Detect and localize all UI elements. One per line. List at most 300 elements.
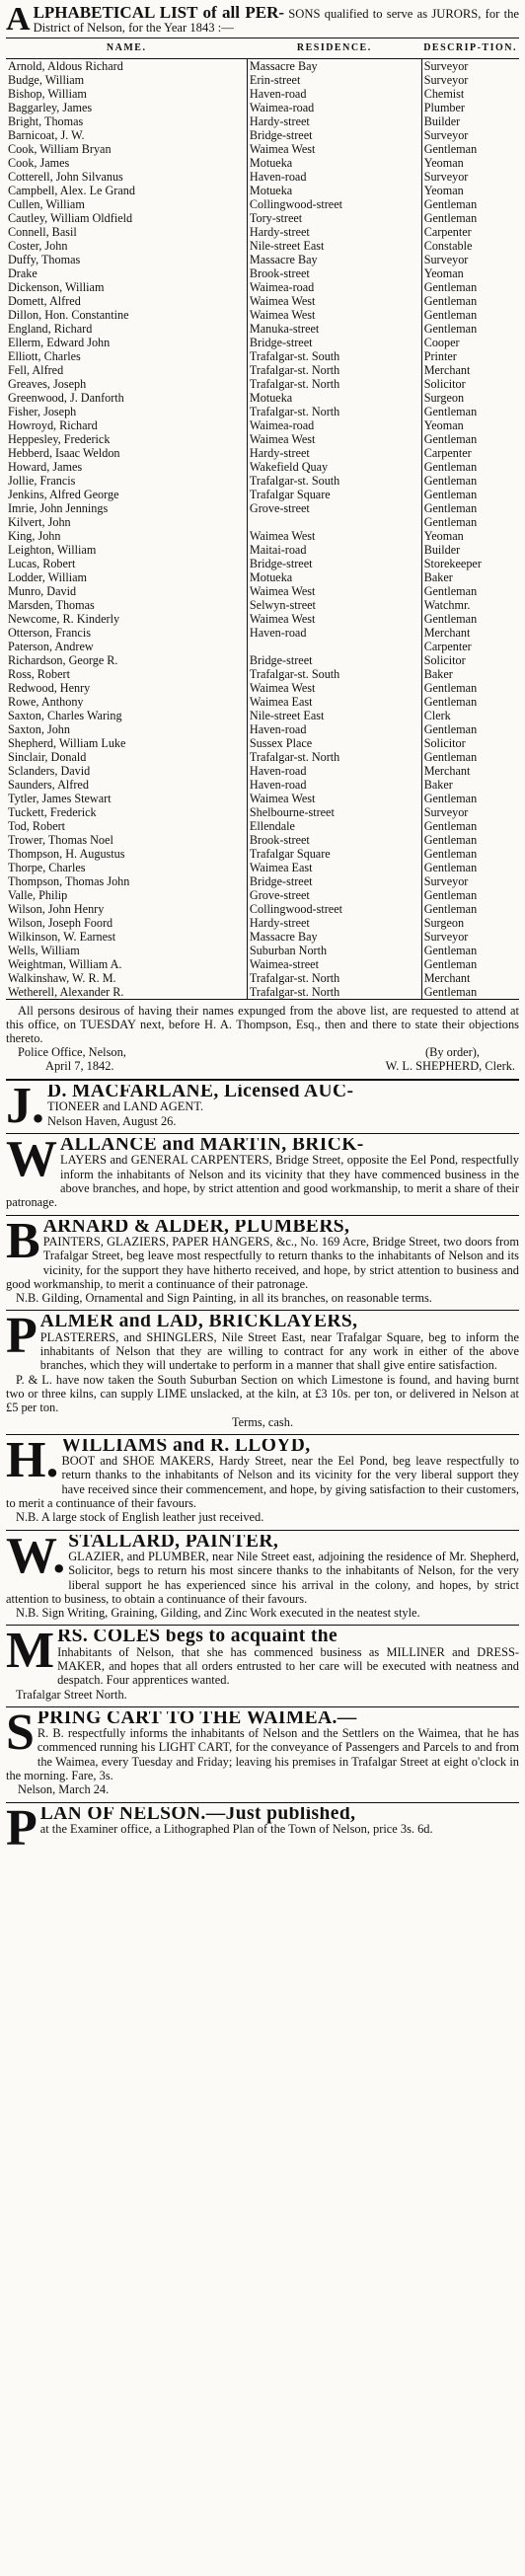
juror-name: Tuckett, Frederick — [8, 805, 97, 819]
juror-residence: Maitai-road — [247, 543, 421, 557]
ad-divider — [6, 1310, 519, 1311]
juror-description: Yeoman — [423, 184, 464, 197]
ad-body-paragraph: BOOT and SHOE MAKERS, Hardy Street, near the Eel Pond, beg leave respectfully to return thanks to the inhabitants of Nelson and its vicinity for the very liberal support they have received since their commencement, and hope, by giving satisfaction to their customers, to merit a continuance of their favours. — [6, 1454, 519, 1511]
juror-description: Gentleman — [423, 584, 478, 598]
juror-row — [6, 819, 519, 833]
notice-office-row — [6, 1045, 519, 1059]
jurors-table — [6, 38, 519, 1000]
juror-residence: Nile-street East — [247, 709, 421, 722]
juror-name: Kilvert, John — [8, 515, 71, 529]
juror-residence: Brook-street — [247, 266, 421, 280]
jurors-heading-title: LPHABETICAL LIST of all PER- — [33, 3, 285, 22]
juror-description: Merchant — [423, 626, 471, 640]
juror-name: Thompson, Thomas John — [8, 874, 130, 888]
juror-name: Thorpe, Charles — [8, 861, 86, 874]
juror-residence: Grove-street — [247, 501, 421, 515]
juror-residence: Selwyn-street — [247, 598, 421, 612]
ad-footer: Nelson Haven, August 26. — [47, 1113, 177, 1128]
ad-body-paragraph: LAYERS and GENERAL CARPENTERS, Bridge Street, opposite the Eel Pond, respectfully inform the inhabitants of Nelson and its vicinity that they have commenced business in the above branches, and hope, by strict attention and good workmanship, to merit a share of their patronage. — [6, 1153, 519, 1210]
jurors-table-body — [6, 59, 519, 1000]
juror-name: Cautley, William Oldfield — [8, 211, 133, 225]
juror-name: Dillon, Hon. Constantine — [8, 308, 129, 322]
juror-residence: Nile-street East — [247, 239, 421, 253]
juror-description: Gentleman — [423, 501, 478, 515]
juror-name: Budge, William — [8, 73, 85, 87]
juror-residence: Waimea-street — [247, 957, 421, 971]
ad-heading: ARNARD & ALDER, PLUMBERS, — [42, 1219, 350, 1237]
ad-body-paragraph: PLASTERERS, and SHINGLERS, Nile Street East, near Trafalgar Square, beg to inform the inhabitants of Nelson that they are willing to contract for any work in either of the above branches, which they will undertake to perform in a manner that shall give entire satisfaction. — [39, 1329, 519, 1373]
ad-divider — [6, 1133, 519, 1134]
juror-name: Trower, Thomas Noel — [8, 833, 113, 847]
ad-drop-cap: H. — [6, 1438, 59, 1488]
juror-row — [6, 405, 519, 418]
juror-description: Gentleman — [423, 488, 478, 501]
juror-residence: Trafalgar Square — [247, 488, 421, 501]
juror-description: Gentleman — [423, 792, 478, 805]
ad-drop-cap: P — [6, 1806, 38, 1851]
juror-description: Yeoman — [423, 529, 464, 543]
juror-name: Cook, James — [8, 156, 70, 170]
juror-name: Sinclair, Donald — [8, 750, 87, 764]
juror-description: Gentleman — [423, 515, 478, 529]
juror-row — [6, 944, 519, 957]
juror-residence: Waimea West — [247, 584, 421, 598]
juror-name: Elliott, Charles — [8, 349, 81, 363]
juror-residence: Motueka — [247, 391, 421, 405]
ad-divider — [6, 1215, 519, 1216]
juror-row — [6, 322, 519, 336]
juror-description: Gentleman — [423, 681, 478, 695]
advertisement — [6, 1220, 519, 1306]
juror-description: Yeoman — [423, 266, 464, 280]
juror-residence: Waimea-road — [247, 418, 421, 432]
juror-residence: Haven-road — [247, 626, 421, 640]
juror-row — [6, 529, 519, 543]
notice-signature: W. L. SHEPHERD, Clerk. — [385, 1059, 515, 1073]
juror-residence: Shelbourne-street — [247, 805, 421, 819]
juror-row — [6, 861, 519, 874]
juror-residence: Waimea West — [247, 792, 421, 805]
juror-residence: Massacre Bay — [247, 59, 421, 74]
ad-body-paragraph: Inhabitants of Nelson, that she has commenced business as MILLINER and DRESS-MAKER, and hopes that all orders entrusted to her care will be executed with neatness and despatch. Four apprentices wanted. — [57, 1644, 519, 1688]
juror-description: Gentleman — [423, 861, 478, 874]
juror-residence: Massacre Bay — [247, 930, 421, 944]
juror-description: Gentleman — [423, 902, 478, 916]
juror-description: Constable — [423, 239, 473, 253]
juror-residence: Waimea West — [247, 308, 421, 322]
ad-heading: WILLIAMS and R. LLOYD, — [61, 1438, 311, 1456]
juror-row — [6, 667, 519, 681]
juror-row — [6, 847, 519, 861]
juror-name: Campbell, Alex. Le Grand — [8, 184, 135, 197]
ad-divider — [6, 1530, 519, 1531]
ad-divider — [6, 1625, 519, 1626]
juror-name: Lucas, Robert — [8, 557, 76, 570]
juror-name: Greenwood, J. Danforth — [8, 391, 124, 405]
juror-description: Carpenter — [423, 446, 472, 460]
juror-description: Gentleman — [423, 432, 478, 446]
juror-description: Watchmr. — [423, 598, 471, 612]
ad-body-paragraph: at the Examiner office, a Lithographed Plan of the Town of Nelson, price 3s. 6d. — [39, 1821, 433, 1836]
juror-row — [6, 626, 519, 640]
juror-name: Lodder, William — [8, 570, 88, 584]
juror-residence: Trafalgar-st. South — [247, 667, 421, 681]
juror-name: Rowe, Anthony — [8, 695, 84, 709]
advertisement — [6, 1085, 519, 1128]
juror-name: Arnold, Aldous Richard — [8, 59, 123, 73]
juror-name: Leighton, William — [8, 543, 97, 557]
juror-residence: Brook-street — [247, 833, 421, 847]
juror-residence: Trafalgar-st. South — [247, 349, 421, 363]
juror-row — [6, 709, 519, 722]
juror-residence: Motueka — [247, 184, 421, 197]
juror-row — [6, 764, 519, 778]
advertisement — [6, 1629, 519, 1701]
juror-row — [6, 916, 519, 930]
ad-heading: PRING CART TO THE WAIMEA.— — [37, 1710, 357, 1728]
juror-row — [6, 73, 519, 87]
juror-row — [6, 488, 519, 501]
juror-row — [6, 474, 519, 488]
juror-name: Saunders, Alfred — [8, 778, 89, 792]
juror-residence: Bridge-street — [247, 874, 421, 888]
juror-row — [6, 349, 519, 363]
juror-description: Surgeon — [423, 391, 465, 405]
juror-residence: Waimea East — [247, 695, 421, 709]
advertisement — [6, 1711, 519, 1797]
juror-description: Gentleman — [423, 957, 478, 971]
juror-row — [6, 985, 519, 1000]
notice-office: Police Office, Nelson, — [18, 1045, 126, 1059]
juror-description: Baker — [423, 667, 453, 681]
jurors-heading-rest: SONS qualified to serve as JURORS, for the District of Nelson, for the Year 1843 :— — [33, 7, 519, 35]
juror-row — [6, 87, 519, 101]
juror-name: Ellerm, Edward John — [8, 336, 111, 349]
juror-name: Fisher, Joseph — [8, 405, 77, 418]
juror-description: Gentleman — [423, 750, 478, 764]
juror-name: Connell, Basil — [8, 225, 77, 239]
juror-residence: Hardy-street — [247, 916, 421, 930]
juror-residence: Waimea West — [247, 529, 421, 543]
juror-residence: Manuka-street — [247, 322, 421, 336]
juror-name: Bishop, William — [8, 87, 87, 101]
juror-name: Duffy, Thomas — [8, 253, 81, 266]
notice-date: April 7, 1842. — [45, 1059, 114, 1073]
juror-row — [6, 59, 519, 74]
ad-drop-cap: P — [6, 1315, 38, 1365]
ad-drop-cap: W. — [6, 1534, 66, 1584]
juror-row — [6, 142, 519, 156]
juror-description: Surveyor — [423, 128, 469, 142]
juror-name: Sclanders, David — [8, 764, 91, 778]
ad-heading: LAN OF NELSON.—Just published, — [39, 1806, 356, 1824]
juror-description: Cooper — [423, 336, 460, 349]
juror-name: Howroyd, Richard — [8, 418, 98, 432]
section-divider — [6, 1079, 519, 1081]
jurors-heading — [6, 1, 519, 38]
juror-description: Gentleman — [423, 460, 478, 474]
juror-residence: Haven-road — [247, 87, 421, 101]
juror-residence: Haven-road — [247, 778, 421, 792]
advertisement — [6, 1535, 519, 1621]
notice-by-order: (By order), — [424, 1045, 480, 1059]
juror-residence: Trafalgar-st. North — [247, 363, 421, 377]
juror-residence: Trafalgar Square — [247, 847, 421, 861]
juror-name: Redwood, Henry — [8, 681, 91, 695]
juror-name: Domett, Alfred — [8, 294, 81, 308]
juror-row — [6, 391, 519, 405]
jurors-table-header — [6, 38, 519, 59]
ad-body-paragraph: TIONEER and LAND AGENT. — [47, 1099, 204, 1114]
juror-name: Howard, James — [8, 460, 83, 474]
juror-name: Richardson, George R. — [8, 653, 118, 667]
juror-residence: Collingwood-street — [247, 197, 421, 211]
juror-residence: Bridge-street — [247, 557, 421, 570]
juror-residence: Motueka — [247, 156, 421, 170]
juror-row — [6, 294, 519, 308]
ad-divider — [6, 1706, 519, 1707]
juror-row — [6, 239, 519, 253]
juror-row — [6, 557, 519, 570]
juror-name: Paterson, Andrew — [8, 640, 94, 653]
juror-description: Surveyor — [423, 253, 469, 266]
juror-name: Heppesley, Frederick — [8, 432, 111, 446]
juror-description: Yeoman — [423, 156, 464, 170]
juror-description: Surveyor — [423, 170, 469, 184]
juror-description: Solicitor — [423, 377, 466, 391]
juror-residence: Hardy-street — [247, 114, 421, 128]
juror-residence: Motueka — [247, 570, 421, 584]
notice-date-row — [6, 1059, 519, 1073]
juror-row — [6, 971, 519, 985]
juror-description: Baker — [423, 778, 453, 792]
juror-name: Dickenson, William — [8, 280, 105, 294]
juror-name: Saxton, John — [8, 722, 70, 736]
juror-description: Gentleman — [423, 405, 478, 418]
juror-description: Surveyor — [423, 805, 469, 819]
juror-description: Gentleman — [423, 474, 478, 488]
ad-heading: ALMER and LAD, BRICKLAYERS, — [39, 1315, 358, 1332]
jurors-list — [6, 1, 519, 1073]
juror-row — [6, 833, 519, 847]
ad-heading: D. MACFARLANE, Licensed AUC- — [47, 1085, 354, 1101]
juror-description: Builder — [423, 114, 461, 128]
juror-residence: Tory-street — [247, 211, 421, 225]
juror-name: Walkinshaw, W. R. M. — [8, 971, 116, 985]
juror-residence: Waimea West — [247, 681, 421, 695]
ad-drop-cap: J. — [6, 1085, 44, 1129]
ad-drop-cap: W — [6, 1138, 57, 1188]
juror-row — [6, 695, 519, 709]
juror-description: Gentleman — [423, 833, 478, 847]
column-residence-header: RESIDENCE. — [247, 38, 421, 59]
juror-name: Valle, Philip — [8, 888, 68, 902]
juror-description: Storekeeper — [423, 557, 482, 570]
juror-row — [6, 570, 519, 584]
juror-row — [6, 598, 519, 612]
juror-residence: Wakefield Quay — [247, 460, 421, 474]
juror-residence: Bridge-street — [247, 336, 421, 349]
juror-description: Gentleman — [423, 819, 478, 833]
juror-name: Thompson, H. Augustus — [8, 847, 125, 861]
juror-name: Otterson, Francis — [8, 626, 91, 640]
juror-row — [6, 336, 519, 349]
juror-row — [6, 156, 519, 170]
ad-body-paragraph: N.B. Gilding, Ornamental and Sign Painting, in all its branches, on reasonable terms. — [16, 1291, 432, 1306]
juror-description: Gentleman — [423, 280, 478, 294]
juror-description: Merchant — [423, 363, 471, 377]
juror-description: Baker — [423, 570, 453, 584]
juror-row — [6, 184, 519, 197]
juror-residence: Massacre Bay — [247, 253, 421, 266]
juror-row — [6, 874, 519, 888]
ad-divider — [6, 1434, 519, 1435]
juror-row — [6, 253, 519, 266]
juror-row — [6, 543, 519, 557]
juror-name: King, John — [8, 529, 61, 543]
juror-row — [6, 888, 519, 902]
juror-description: Carpenter — [423, 225, 472, 239]
juror-residence: Haven-road — [247, 764, 421, 778]
juror-row — [6, 501, 519, 515]
juror-name: Baggarley, James — [8, 101, 93, 114]
juror-description: Printer — [423, 349, 457, 363]
juror-residence: Trafalgar-st. North — [247, 971, 421, 985]
juror-name: Wetherell, Alexander R. — [6, 985, 247, 1000]
juror-residence: Trafalgar-st. North — [247, 750, 421, 764]
juror-name: Bright, Thomas — [8, 114, 84, 128]
juror-row — [6, 515, 519, 529]
juror-row — [6, 280, 519, 294]
juror-residence: Waimea West — [247, 612, 421, 626]
ad-body-paragraph: P. & L. have now taken the South Suburban Section on which Limestone is found, and having burnt two or three kilns, can supply LIME unslacked, at the kiln, at £3 10s. per ton, or delivered in Nelson at £5 per ton. — [6, 1372, 519, 1415]
juror-name: Tytler, James Stewart — [8, 792, 112, 805]
ad-footer: Nelson, March 24. — [18, 1782, 110, 1797]
juror-description: Gentleman — [423, 722, 478, 736]
juror-description: Solicitor — [423, 653, 466, 667]
juror-name: Ross, Robert — [8, 667, 70, 681]
ad-heading: ALLANCE and MARTIN, BRICK- — [60, 1138, 364, 1156]
juror-row — [6, 736, 519, 750]
juror-description: Surveyor — [423, 874, 469, 888]
ad-heading: STALLARD, PAINTER, — [68, 1534, 279, 1552]
notice-text: All persons desirous of having their names expunged from the above list, are requested to attend at this office, on TUESDAY next, before H. A. Thompson, Esq., then and there to state their objections thereto. — [6, 1004, 519, 1045]
juror-row — [6, 266, 519, 280]
juror-row — [6, 584, 519, 598]
jurors-notice — [6, 1004, 519, 1073]
juror-residence: Haven-road — [247, 722, 421, 736]
advertisement — [6, 1439, 519, 1525]
juror-name: Shepherd, William Luke — [8, 736, 126, 750]
juror-row — [6, 446, 519, 460]
juror-description: Clerk — [423, 709, 451, 722]
juror-name: Cotterell, John Silvanus — [8, 170, 123, 184]
juror-residence: Bridge-street — [247, 128, 421, 142]
juror-row — [6, 612, 519, 626]
juror-residence: Waimea West — [247, 142, 421, 156]
juror-residence: Sussex Place — [247, 736, 421, 750]
juror-description: Gentleman — [423, 211, 478, 225]
juror-description: Gentleman — [423, 847, 478, 861]
juror-row — [6, 902, 519, 916]
advertisement — [6, 1807, 519, 1851]
ad-body-paragraph: N.B. A large stock of English leather just received. — [16, 1510, 264, 1525]
juror-residence: Trafalgar-st. South — [247, 474, 421, 488]
juror-residence: Waimea-road — [247, 101, 421, 114]
ad-drop-cap: B — [6, 1219, 40, 1269]
ad-body-paragraph: N.B. Sign Writing, Graining, Gilding, and Zinc Work executed in the neatest style. — [16, 1606, 420, 1621]
juror-residence: Grove-street — [247, 888, 421, 902]
juror-description: Merchant — [423, 971, 471, 985]
juror-description: Gentleman — [423, 197, 478, 211]
juror-description: Surveyor — [423, 59, 469, 73]
ad-heading: RS. COLES begs to acquaint the — [57, 1629, 338, 1647]
advertisements — [6, 1085, 519, 1851]
juror-residence: Waimea West — [247, 294, 421, 308]
juror-row — [6, 225, 519, 239]
ad-body-paragraph: R. B. respectfully informs the inhabitants of Nelson and the Settlers on the Waimea, that he has commenced running his LIGHT CART, for the conveyance of Passengers and Parcels to and from the Waimea, every Tuesday and Friday; leaving his premises in Trafalgar Street at eight o'clock in the morning. Fare, 3s. — [6, 1726, 519, 1783]
juror-row — [6, 957, 519, 971]
juror-row — [6, 377, 519, 391]
juror-residence: Waimea-road — [247, 280, 421, 294]
juror-row — [6, 750, 519, 764]
juror-row — [6, 792, 519, 805]
juror-residence — [247, 640, 421, 653]
juror-residence: Haven-road — [247, 170, 421, 184]
column-name-header: NAME. — [6, 38, 247, 59]
ad-footer: Terms, cash. — [231, 1414, 294, 1429]
advertisement — [6, 1138, 519, 1209]
juror-description: Surveyor — [423, 73, 469, 87]
jurors-drop-cap: A — [6, 1, 31, 38]
juror-row — [6, 640, 519, 653]
juror-description: Gentleman — [423, 888, 478, 902]
ad-body-paragraph: PAINTERS, GLAZIERS, PAPER HANGERS, &c., No. 169 Acre, Bridge Street, two doors from Trafalgar Street, beg leave most respectfully to return thanks to the inhabitants of Nelson and its vicinity, for the support they have hitherto received, and hope, by strict attention to business and good workmanship, to merit a continuance of their patronage. — [6, 1234, 519, 1291]
juror-name: England, Richard — [8, 322, 93, 336]
juror-residence: Collingwood-street — [247, 902, 421, 916]
juror-residence: Waimea West — [247, 432, 421, 446]
juror-description: Yeoman — [423, 418, 464, 432]
juror-description: Carpenter — [423, 640, 472, 653]
juror-residence: Trafalgar-st. North — [247, 377, 421, 391]
juror-name: Saxton, Charles Waring — [8, 709, 122, 722]
juror-name: Coster, John — [8, 239, 68, 253]
juror-name: Weightman, William A. — [8, 957, 122, 971]
ad-drop-cap: M — [6, 1629, 55, 1680]
juror-description: Gentleman — [421, 985, 519, 1000]
juror-description: Chemist — [423, 87, 465, 101]
juror-description: Surgeon — [423, 916, 465, 930]
juror-row — [6, 197, 519, 211]
ad-divider — [6, 1802, 519, 1803]
juror-name: Newcome, R. Kinderly — [8, 612, 120, 626]
juror-row — [6, 101, 519, 114]
juror-description: Plumber — [423, 101, 465, 114]
juror-row — [6, 930, 519, 944]
juror-name: Wilson, John Henry — [8, 902, 105, 916]
juror-row — [6, 363, 519, 377]
column-description-header: DESCRIP-TION. — [421, 38, 519, 59]
juror-row — [6, 114, 519, 128]
juror-description: Gentleman — [423, 944, 478, 957]
juror-description: Merchant — [423, 764, 471, 778]
juror-description: Solicitor — [423, 736, 466, 750]
juror-name: Wilson, Joseph Foord — [8, 916, 113, 930]
juror-residence: Suburban North — [247, 944, 421, 957]
juror-name: Fell, Alfred — [8, 363, 64, 377]
juror-row — [6, 681, 519, 695]
juror-name: Barnicoat, J. W. — [8, 128, 85, 142]
